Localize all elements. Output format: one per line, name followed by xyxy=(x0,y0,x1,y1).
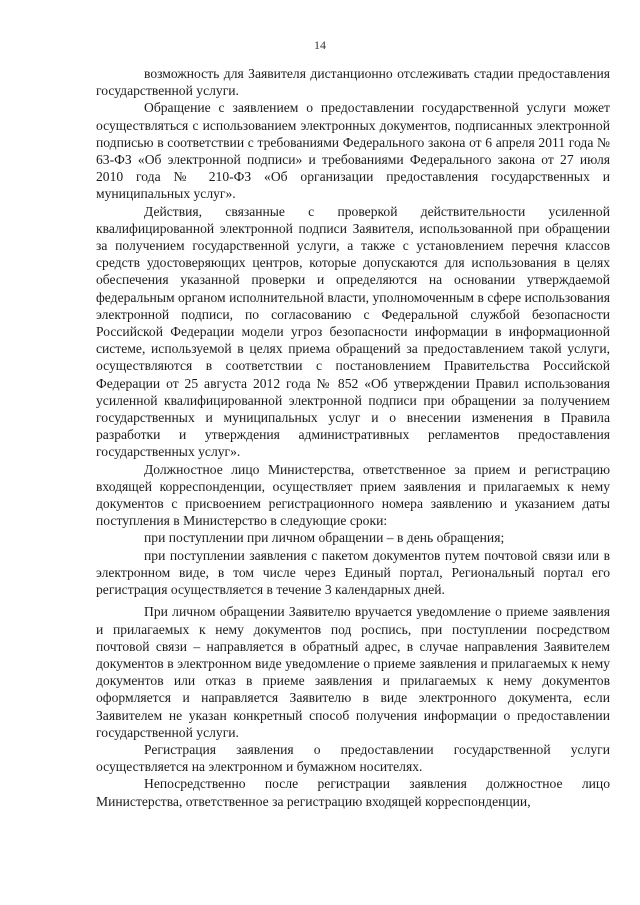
page-number: 14 xyxy=(314,38,326,52)
paragraph-7: При личном обращении Заявителю вручается уведомление о приеме заявления и прилагаемых к нему документов под роспись, при поступлении посредством почтовой связи – направляется в обратный адрес, в случае направления Заявителем документов в электронном виде уведомление о приеме заявления и прилагаемых к нему документов или отказ в приеме заявления и прилагаемых к нему документов оформляется и направляется Заявителю в виде электронного документа, если Заявителем не указан конкретный способ получения информации о предоставлении государственной услуги. xyxy=(96,604,610,740)
paragraph-6: при поступлении заявления с пакетом документов путем почтовой связи или в электронном виде, в том числе через Единый портал, Региональный портал его регистрация осуществляется в течение 3 календарных дней. xyxy=(96,547,610,598)
paragraph-9: Непосредственно после регистрации заявления должностное лицо Министерства, ответственное за регистрацию входящей корреспонденции, xyxy=(96,776,610,809)
paragraph-3: Действия, связанные с проверкой действительности усиленной квалифицированной электронной подписи Заявителя, использованной при обращении за получением государственной услуги, а также с установлением перечня классов средств удостоверяющих центров, которые допускаются для использования в целях обеспечения указанной проверки и определяются на основании утверждаемой федеральным органом исполнительной власти, уполномоченным в сфере использования электронной подписи, по согласованию с Федеральной службой безопасности Российской Федерации модели угроз безопасности информации в информационной системе, используемой в целях приема обращений за предоставлением такой услуги, осуществляются в соответствии с постановлением Правительства Российской Федерации от 25 августа 2012 года № 852 «Об утверждении Правил использования усиленной квалифицированной электронной подписи при обращении за получением государственных и муниципальных услуг и о внесении изменения в Правила разработки и утверждения административных регламентов предоставления государственных услуг». xyxy=(96,203,610,460)
paragraph-2: Обращение с заявлением о предоставлении государственной услуги может осуществляться с использованием электронных документов, подписанных электронной подписью в соответствии с требованиями Федерального закона от 6 апреля 2011 года № 63-ФЗ «Об электронной подписи» и требованиями Федерального закона от 27 июля 2010 года № 210-ФЗ «Об организации предоставления государственных и муниципальных услуг». xyxy=(96,100,610,202)
paragraph-8: Регистрация заявления о предоставлении государственной услуги осуществляется на электронном и бумажном носителях. xyxy=(96,741,610,775)
paragraph-4: Должностное лицо Министерства, ответственное за прием и регистрацию входящей корреспонденции, осуществляет прием заявления и прилагаемых к нему документов с присвоением регистрационного номера заявлению и указанием даты поступления в Министерство в следующие сроки: xyxy=(96,461,610,529)
document-body xyxy=(96,65,610,810)
paragraph-5: при поступлении при личном обращении – в день обращения; xyxy=(144,530,505,546)
paragraph-1: возможность для Заявителя дистанционно отслеживать стадии предоставления государственной услуги. xyxy=(96,66,610,99)
